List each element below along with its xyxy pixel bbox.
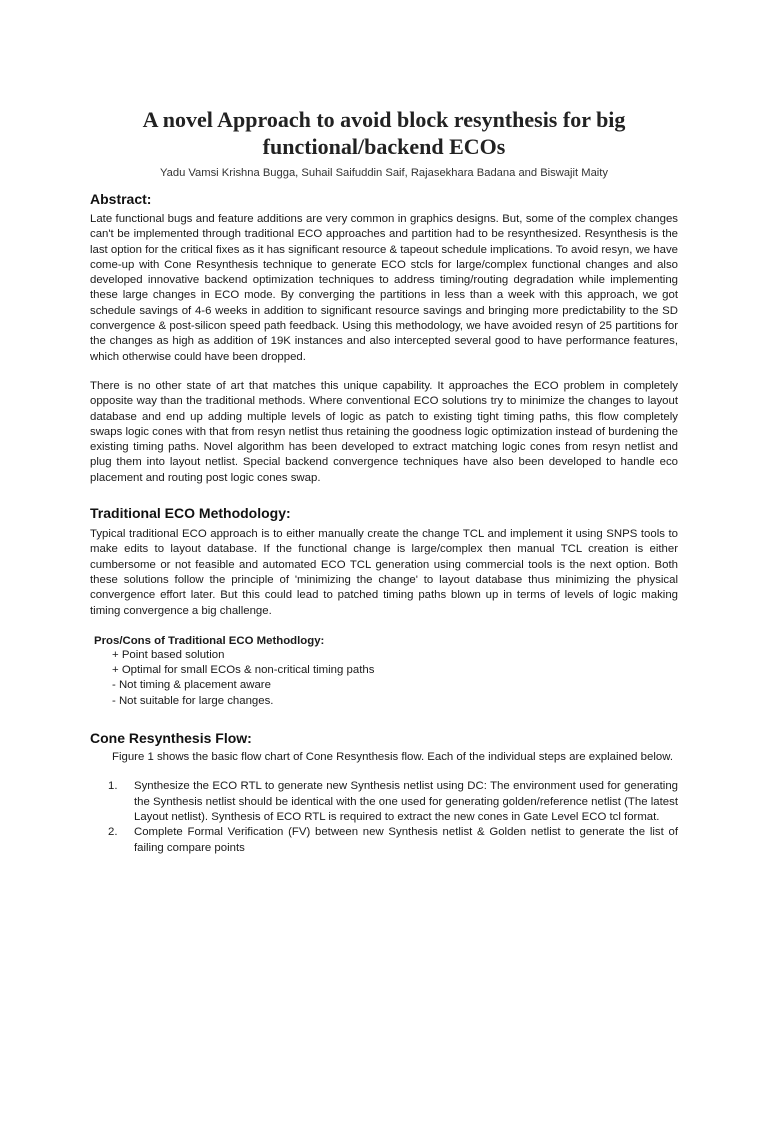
- step-number: 1.: [108, 780, 118, 793]
- cone-resynthesis-heading: Cone Resynthesis Flow:: [90, 730, 252, 747]
- author-list: Yadu Vamsi Krishna Bugga, Suhail Saifuddin Saif, Rajasekhara Badana and Biswajit Maity: [160, 167, 608, 179]
- abstract-heading: Abstract:: [90, 191, 152, 207]
- steps-list: [90, 779, 678, 855]
- list-item: - Not suitable for large changes.: [112, 694, 274, 707]
- paper-title: [90, 106, 678, 160]
- pros-cons-title: Pros/Cons of Traditional ECO Methodlogy:: [94, 634, 325, 647]
- list-item: + Point based solution: [112, 648, 225, 661]
- abstract-paragraph-2: There is no other state of art that matches this unique capability. It approaches the ECO problem in completely opposite way than the traditional methods. Where conventional ECO solutions try to minimize the changes to layout database and end up adding multiple levels of logic as patch to existing tight timing paths, this flow completely swaps logic cones with that from resyn netlist thus retaining the goodness logic optimization instead of burdening the existing timing paths. Novel algorithm has been developed to extract matching logic cones from resyn netlist and plug them into layout netlist. Special backend convergence techniques have also been developed to handle eco placement and routing post logic cones swap.: [90, 379, 678, 484]
- step-number: 2.: [108, 826, 118, 839]
- list-item: + Optimal for small ECOs & non-critical timing paths: [112, 664, 375, 677]
- title-line-1: A novel Approach to avoid block resynthesis for big: [142, 107, 626, 132]
- paper-page: [0, 106, 768, 1130]
- traditional-eco-paragraph: Typical traditional ECO approach is to either manually create the change TCL and implement it using SNPS tools to make edits to layout database. If the functional change is large/complex then manual TCL creation is either cumbersome or not feasible and automated ECO TCL generation using commercial tools is the next option. Both these solutions follow the principle of 'minimizing the change' to layout database thus minimizing the physical convergence effort later. But this could lead to patched timing paths blown up in terms of levels of logic making timing convergence a big challenge.: [90, 528, 678, 617]
- abstract-paragraph-1: Late functional bugs and feature additions are very common in graphics designs. But, some of the complex changes can't be implemented through traditional ECO approaches and partition had to be resynthesized. Resynthesis is the last option for the critical fixes as it has significant resource & tapeout schedule implications. To avoid resyn, we have come-up with Cone Resynthesis technique to generate ECO stcls for large/complex functional changes and also developed innovative backend optimization techniques to address timing/routing degradation while implementing these large changes in ECO mode. By converging the partitions in less than a week with this approach, we got schedule savings of 4-6 weeks in addition to significant resource savings and bringing more predictability to the SD convergence & post-silicon speed path feedback. Using this methodology, we have avoided resyn of 25 partitions for the changes as high as addition of 19K instances and also intercepted several good to have performance features, which otherwise could have been dropped.: [90, 213, 678, 363]
- step-text: Synthesize the ECO RTL to generate new Synthesis netlist using DC: The environment used for generating the Synthesis netlist should be identical with the one used for generating golden/reference netlist (The latest Layout netlist). Synthesis of ECO RTL is required to extract the new cones in Gate Level ECO tcl format.: [134, 780, 678, 823]
- cone-resynthesis-intro: Figure 1 shows the basic flow chart of Cone Resynthesis flow. Each of the individual steps are explained below.: [112, 751, 673, 764]
- list-item: [90, 779, 678, 825]
- step-text: Complete Formal Verification (FV) between new Synthesis netlist & Golden netlist to generate the list of failing compare points: [134, 826, 678, 854]
- pros-cons-list: [112, 648, 678, 709]
- title-line-2: functional/backend ECOs: [262, 134, 506, 159]
- list-item: [90, 825, 678, 856]
- list-item: - Not timing & placement aware: [112, 679, 271, 692]
- traditional-eco-heading: Traditional ECO Methodology:: [90, 505, 291, 522]
